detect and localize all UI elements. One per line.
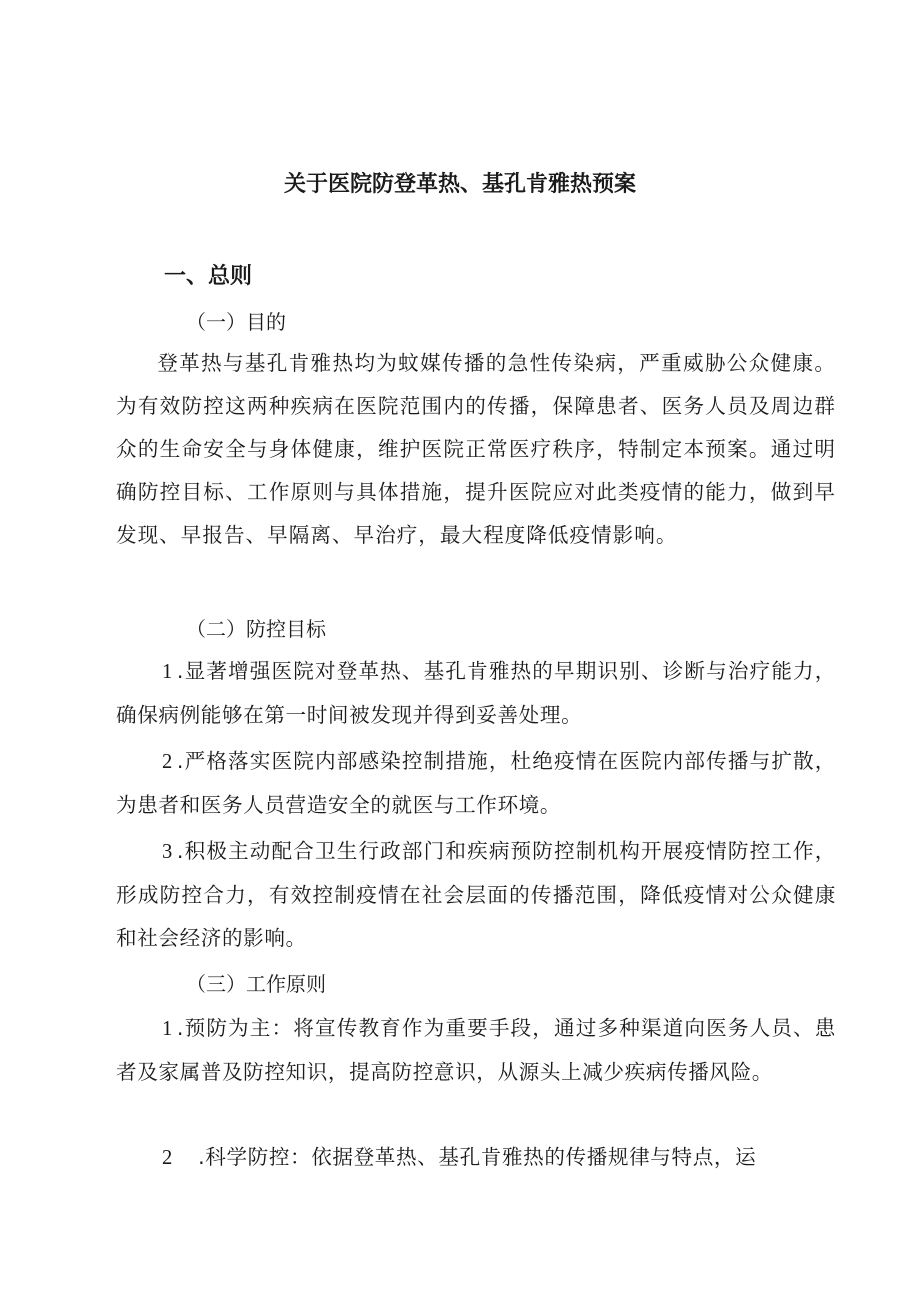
list-item-principle-2 <box>116 1136 836 1180</box>
list-item-text: .积极主动配合卫生行政部门和疾病预防控制机构开展疫情防控工作，形成防控合力，有效控制疫情在社会层面的传播范围，降低疫情对公众健康和社会经济的影响。 <box>116 839 836 950</box>
subsection-heading-purpose: （一）目的 <box>186 310 286 334</box>
list-item-goal-3 <box>116 830 836 960</box>
subsection-heading-goals: （二）防控目标 <box>186 617 326 641</box>
list-item-goal-1 <box>116 650 836 737</box>
list-item-text: .科学防控：依据登革热、基孔肯雅热的传播规律与特点，运 <box>176 1145 757 1169</box>
list-item-goal-2 <box>116 740 836 827</box>
list-item-number: 2 <box>162 751 173 773</box>
list-item-text: .严格落实医院内部感染控制措施，杜绝疫情在医院内部传播与扩散，为患者和医务人员营造安全的就医与工作环境。 <box>116 749 836 817</box>
paragraph-purpose: 登革热与基孔肯雅热均为蚊媒传播的急性传染病，严重威胁公众健康。为有效防控这两种疾病在医院范围内的传播，保障患者、医务人员及周边群众的生命安全与身体健康，维护医院正常医疗秩序，特制定本预案。通过明确防控目标、工作原则与具体措施，提升医院应对此类疫情的能力，做到早发现、早报告、早隔离、早治疗，最大程度降低疫情影响。 <box>116 351 836 547</box>
list-item-number: 1 <box>162 1018 173 1040</box>
section-heading-general: 一、总则 <box>164 264 253 289</box>
document-title: 关于医院防登革热、基孔肯雅热预案 <box>283 172 636 197</box>
list-item-principle-1 <box>116 1007 836 1094</box>
list-item-text: .预防为主：将宣传教育作为重要手段，通过多种渠道向医务人员、患者及家属普及防控知识，提高防控意识，从源头上减少疾病传播风险。 <box>116 1016 836 1084</box>
list-item-number: 1 <box>162 661 173 683</box>
list-item-number: 3 <box>162 841 173 863</box>
list-item-text: .显著增强医院对登革热、基孔肯雅热的早期识别、诊断与治疗能力，确保病例能够在第一时间被发现并得到妥善处理。 <box>116 659 836 727</box>
list-item-number: 2 <box>162 1147 173 1169</box>
subsection-heading-principles: （三）工作原则 <box>186 972 326 996</box>
